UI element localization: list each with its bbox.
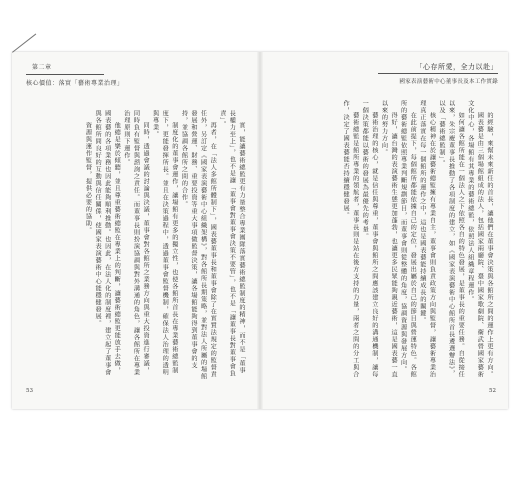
chapter-subtitle: 核心價值：落實「藝術專業治理」 [26, 80, 124, 87]
paragraph: 制度化的董事會運作，讓場館有更多的獨立性，也使各館所首長在專業藝術總監制度下，更能發揮所長。並且在決策過程中，透過董事會監督機制，確保法人治理的透明與專業。 [151, 110, 178, 376]
paragraph: 實，能讓藝術總監更有力量整合專業團隊落實藝術總監制度的精神，而不是「董事長權力至上」，也不是讓「董事會對董事會決策不要管」，也不是「讓董事長對董事會負責」。 [218, 110, 245, 377]
section-subtitle: 國家表演藝術中心董事長及本工作實錄 [399, 79, 498, 85]
left-page [12, 52, 260, 409]
left-page-body [38, 110, 246, 380]
paragraph: 國表藝是由三個場館組成的法人，包括國家兩廳院、臺中國家歌劇院、衛武營國家藝術文化中心，各場館有其專業的藝術總監，依照法人組織章程運作。 [466, 100, 484, 379]
chapter-label: 第二章 [32, 64, 52, 71]
section-rule [378, 73, 498, 74]
paragraph: 資源與運作監督，提供必要的協助。 [84, 122, 92, 235]
paragraph: 再者，在「法人多館所體制下」，國表藝董事長和董事會除了在實質法規定的監督責任外，另訂定《國家表演藝術中心組織架構》，對各館所長期策略，並對法人所屬的場館發展和營運、財務、重要投資等重大事項做監督決策，讓各場館能夠得到董事會的支持，並協調各館所之間的合作。 [180, 110, 217, 380]
paragraph: 藝術治理的核心，就是信任與尊重，董事會與館所之間應該建立良好的溝通機制，讓每一個決策都能以藝術的發展為最優先的考量。 [361, 100, 378, 379]
paragraph: 如何讓各館所能在一個法人之下依照各自的特色發展，是董事長的重要任務。自從接任以來，朱宗慶董事長推動了各項制度的建立，如《國家表演藝術中心館所首長遴選辦法》，以及「藝術總監制」。 [438, 100, 465, 379]
page-number-right: 52 [489, 388, 496, 394]
paragraph: 的經驗，來幫未來新任的首長，讓他們在董事會決策與各館所之間的運作上更有方向。 [486, 112, 493, 379]
paragraph: 他總是樂於傾聽，並且尊重藝術總監在專業上的判斷，讓藝術總監更能放手去做，國表藝的各項業務也因此能夠順利推動。也因此，在法人化的制度裡，建立起了董事會與各館所間良好的互動與信任關係，使國家表演藝術中心能穩健發展。 [94, 110, 121, 376]
book-gutter [257, 52, 263, 409]
paragraph: 在此前提下，每個館所都能依據自己的定位，發展出屬於自己的節目與營運特色。各館所的藝術總監依照專業判斷規劃節目，而董事會則從整體的角度，協調資源與發展方向。 [399, 100, 417, 379]
chapter-rule [26, 74, 104, 75]
section-title: 「心存所愛，全力以赴」 [415, 63, 498, 71]
paragraph: 同時，透過會議的討論與決議，董事會對各館所之業務方向與重大投資進行審議，同時負有監督與諮詢之責任。而董事長則扮演協調與對外溝通的角色，讓各館所在專業治理原則下運作。 [122, 110, 150, 376]
book-spread [12, 52, 508, 409]
page-number-left: 53 [26, 388, 33, 394]
paragraph: 核心精神在於讓藝術總監擁有專業自主，董事會則負責政策方向與監督，讓藝術專業治理真正落實在每一個館所的運作之中，這也是國表藝能持續成長的關鍵。 [418, 100, 436, 379]
paragraph: 得好，讓台灣的表演藝術生態更加蓬勃，也讓更多民眾能夠親近藝術，這是國表藝一直以來的努力方向。 [380, 100, 398, 379]
right-page-body [278, 100, 494, 380]
paragraph: 藝術總監是館所專業的領航者，董事長則是站在後方支持的力量，兩者之間的分工與合作，決定了國表藝能否持續穩健發展。 [342, 100, 359, 379]
chapter-decoration [12, 34, 36, 53]
